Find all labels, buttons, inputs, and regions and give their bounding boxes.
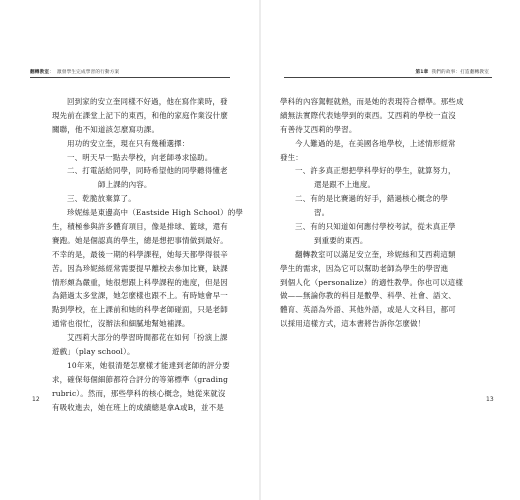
book-subtitle: 激發學生完成學習的行動方案 [56, 70, 120, 75]
text-line: 學科的內容駕輕就熟，而是她的表現符合標準。那些成 [280, 97, 464, 106]
text-line: 用功的安立奎，現在只有幾種選擇： [67, 138, 190, 148]
chapter-title: 我們的故事：打造翻轉教室 [431, 70, 489, 75]
text-line: 現先前在課堂上記下的東西，和他的家庭作業沒什麼 [52, 110, 228, 120]
text-line: 生，積極參與許多體育項目，像是排球、籃球，還有 [52, 222, 228, 232]
text-line: 翻轉教室可以滿足安立奎，珍妮絲和艾西莉這類 [295, 249, 456, 259]
text-line: 還是跟不上進度。 [314, 180, 376, 190]
page-number-left: 12 [32, 396, 40, 403]
text-line: 不幸的是，最後一期的科學課程，她每天都學得很辛 [52, 249, 228, 259]
right-page [260, 0, 520, 500]
text-line: 關聯，他不知道該怎麼寫功課。 [52, 124, 160, 134]
text-line: 今人難過的是，在美國各地學校，上述情形經常 [295, 138, 456, 148]
text-line: 為錯過太多堂課，她怎麼樣也跟不上。有時她會早一 [52, 291, 228, 301]
running-head-right [415, 69, 492, 75]
text-line: 到重要的東西。 [314, 235, 368, 245]
text-line: 績無法實際代表她學到的東西。艾西莉的學校一直沒 [280, 110, 456, 120]
text-line: 珍妮絲是東邊高中（Eastside High School）的學 [67, 208, 244, 218]
list-item: 二、打電話給同學，同時希望他的同學聽得懂老 [67, 166, 228, 176]
text-line: 以採用這樣方式，這本書將告訴你怎麼做！ [280, 319, 426, 329]
text-line: 賽跑。她是個認真的學生，總是想把事情做到最好。 [52, 235, 228, 245]
text-line: 遊戲」（play school）。 [52, 347, 135, 357]
text-line: 情形頗為嚴重，她很想跟上科學課程的進度，但是因 [52, 277, 228, 287]
text-line: 通常也很忙，沒辦法和細膩地幫她補課。 [52, 319, 190, 329]
text-line: 做——無論你教的科目是數學、科學、社會、語文、 [280, 291, 456, 301]
text-line: 苦。因為珍妮絲經常需要提早離校去參加比賽，缺課 [52, 263, 228, 273]
text-line: 回到家的安立奎同樣不好過，他在寫作業時，發 [67, 97, 228, 106]
list-item: 二、有的是比賽過的好手，錯過核心概念的學 [295, 194, 448, 204]
text-line: 習。 [314, 208, 330, 218]
text-line: 到個人化（personalize）的適性教學。你也可以這樣 [280, 277, 464, 287]
text-line: 10年來，她很清楚怎麼樣才能達到老師的評分要 [67, 360, 230, 370]
title-separator: ： [49, 70, 54, 75]
list-item: 三、有的只知道如何應付學校考試，從未真正學 [295, 222, 456, 232]
chapter-number: 第1章 [415, 70, 429, 75]
list-item: 一、許多真正想把學科學好的學生，就算努力， [295, 166, 456, 176]
text-line: 體育、英語為外語、其他外語，或是人文科目，都可 [280, 305, 456, 315]
text-line: 有善待艾西莉的學習。 [280, 124, 357, 134]
text-line: 有吸收進去，她在班上的成績總是拿A或B，並不是 [52, 402, 224, 412]
header-rule [284, 77, 492, 78]
list-item: 三、乾脆放棄算了。 [67, 194, 136, 204]
text-line: rubric）。然而，那些學科的核心概念，她從來就沒 [52, 388, 226, 398]
text-line: 點到學校，在上課前和她的科學老師碰面，只是老師 [52, 305, 228, 315]
right-body-text [280, 95, 500, 331]
text-line: 求，確保每個細節都符合評分的等第標準（grading [52, 374, 229, 384]
header-rule [30, 77, 230, 78]
left-body-text [52, 95, 242, 414]
text-line: 學生的需求，因為它可以幫助老師為學生的學習進 [280, 263, 449, 273]
book-title: 翻轉教室 [30, 70, 50, 75]
running-head-left [30, 69, 122, 75]
text-line: 發生： [280, 152, 303, 162]
page-number-right: 13 [486, 396, 494, 403]
text-line: 師上課的內容。 [98, 180, 152, 190]
text-line: 艾西莉大部分的學習時間都花在如何「扮演上課 [67, 333, 228, 343]
list-item: 一、明天早一點去學校，向老師尋求協助。 [67, 152, 213, 162]
